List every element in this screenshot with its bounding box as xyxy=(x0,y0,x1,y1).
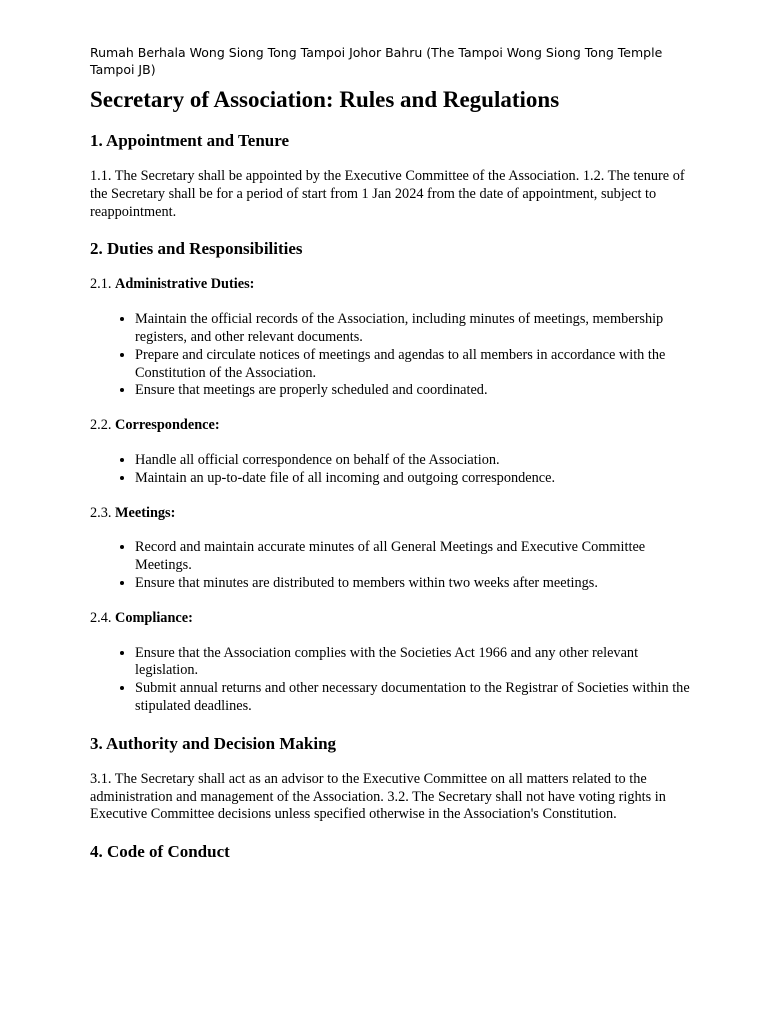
section-heading-appointment: 1. Appointment and Tenure xyxy=(90,131,290,150)
list-item: • Ensure that meetings are properly scheduled and coordinated. xyxy=(135,382,690,400)
section-heading-duties: 2. Duties and Responsibilities xyxy=(90,239,303,259)
bullet-list-administrative xyxy=(90,311,690,400)
subsection-heading-compliance xyxy=(90,610,690,628)
subsection-heading-correspondence xyxy=(90,417,690,435)
bullet-list-compliance xyxy=(90,645,690,716)
section-paragraph-authority: 3.1. The Secretary shall act as an advisor to the Executive Committee on all matters related to the administration and management of the Association. 3.2. The Secretary shall not have voting rights in Executive Committee decisions unless specified otherwise in the Association's Constitution. xyxy=(90,770,666,823)
subsection-number: 2.2. xyxy=(90,417,112,434)
list-item: • Record and maintain accurate minutes of all General Meetings and Executive Committee Meetings. xyxy=(135,539,690,575)
subsection-label: Meetings: xyxy=(115,504,176,521)
list-item: • Ensure that the Association complies with the Societies Act 1966 and any other relevant legislation. xyxy=(135,645,690,681)
subsection-number: 2.4. xyxy=(90,609,112,626)
list-item: • Maintain the official records of the Association, including minutes of meetings, membership registers, and other relevant documents. xyxy=(135,311,690,347)
document-page xyxy=(90,44,690,879)
subsection-label: Correspondence: xyxy=(115,417,220,434)
bullet-list-meetings xyxy=(90,539,690,592)
subsection-heading-administrative xyxy=(90,276,690,294)
organization-header: Rumah Berhala Wong Siong Tong Tampoi Johor Bahru (The Tampoi Wong Siong Tong Temple Tampoi JB) xyxy=(90,45,663,77)
subsection-heading-meetings xyxy=(90,505,690,523)
subsection-number: 2.3. xyxy=(90,504,112,521)
subsection-label: Administrative Duties: xyxy=(115,276,255,293)
section-heading-authority: 3. Authority and Decision Making xyxy=(90,733,337,753)
document-title: Secretary of Association: Rules and Regulations xyxy=(90,87,560,112)
list-item: • Handle all official correspondence on behalf of the Association. xyxy=(135,452,690,470)
list-item: • Maintain an up-to-date file of all incoming and outgoing correspondence. xyxy=(135,470,690,488)
bullet-list-correspondence xyxy=(90,452,690,488)
subsection-number: 2.1. xyxy=(90,276,112,293)
section-heading-conduct: 4. Code of Conduct xyxy=(90,842,230,862)
section-paragraph-appointment: 1.1. The Secretary shall be appointed by the Executive Committee of the Association. 1.2. The tenure of the Secretary shall be for a period of start from 1 Jan 2024 from the date of appointment, subject to reappointment. xyxy=(90,168,685,220)
list-item: • Prepare and circulate notices of meetings and agendas to all members in accordance with the Constitution of the Association. xyxy=(135,347,690,383)
subsection-label: Compliance: xyxy=(115,609,193,626)
list-item: • Submit annual returns and other necessary documentation to the Registrar of Societies within the stipulated deadlines. xyxy=(135,680,690,716)
list-item: • Ensure that minutes are distributed to members within two weeks after meetings. xyxy=(135,575,690,593)
